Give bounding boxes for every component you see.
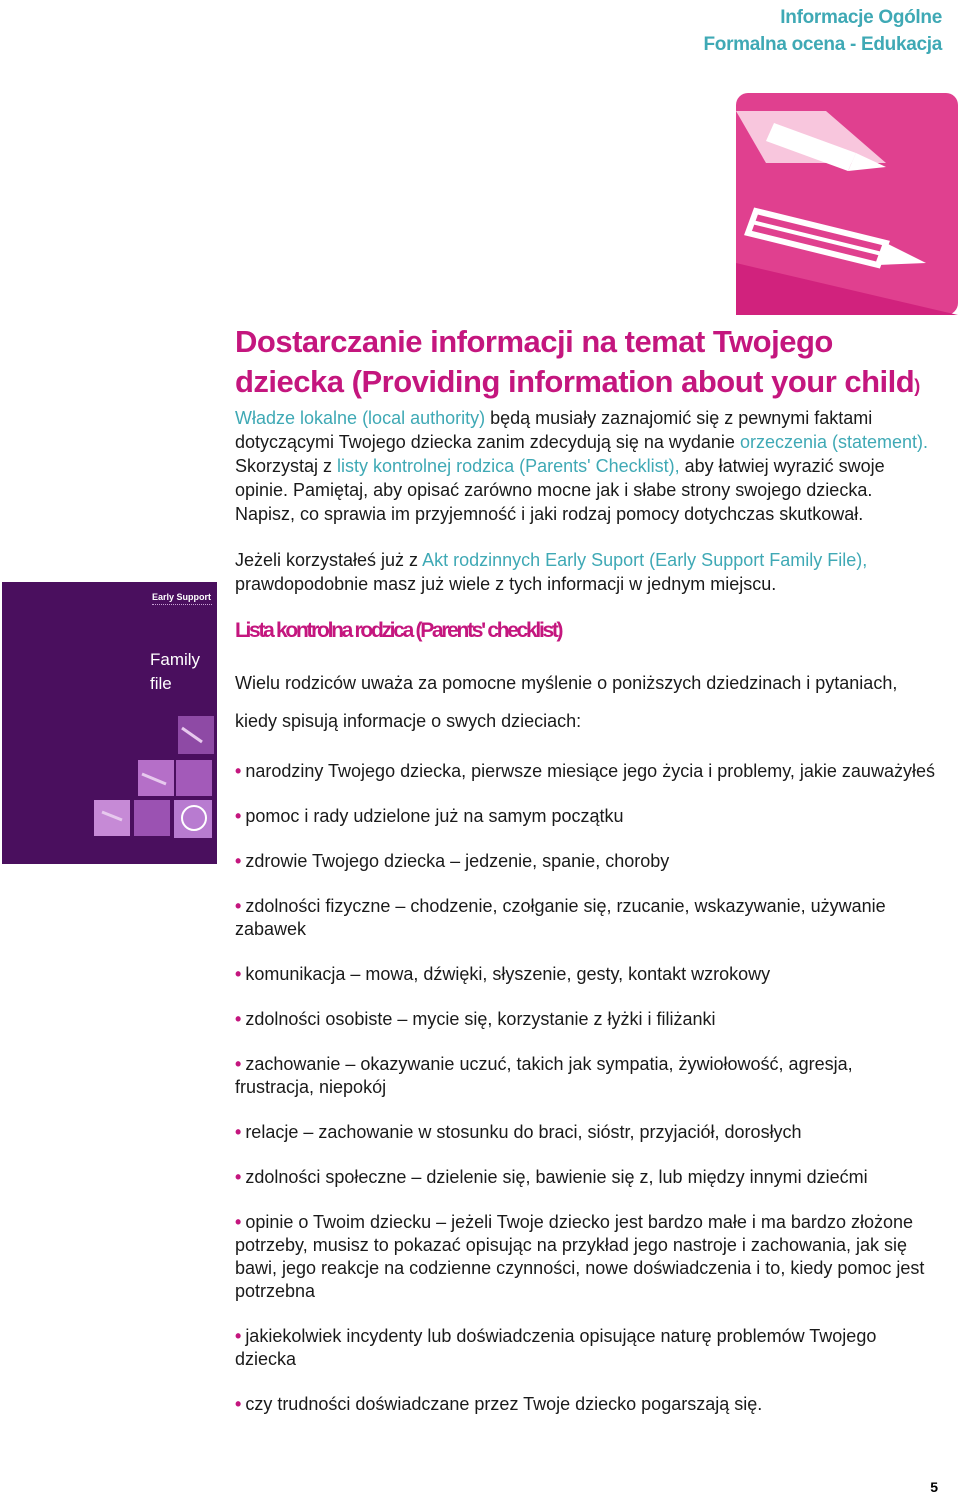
early-support-logo: Early Support [152,592,212,602]
bullet-icon: • [235,1009,242,1029]
checklist-item [235,1325,935,1371]
checklist-item [235,963,935,986]
bullet-icon: • [235,964,242,984]
paragraph2-text-a: Jeżeli korzystałeś już z [235,550,423,570]
intro-paragraph-2 [235,548,935,596]
bullet-icon: • [235,1394,242,1414]
checklist-item [235,1211,935,1303]
checklist-item-text: pomoc i rady udzielone już na samym początku [245,806,624,826]
statement-term: orzeczenia (statement). [739,432,929,452]
checklist-item [235,760,935,783]
bullet-icon: • [235,896,242,916]
page-title [235,322,935,406]
checklist-item-text: zachowanie – okazywanie uczuć, takich jak sympatia, żywiołowość, agresja, frustracja, niepokój [235,1054,853,1097]
bullet-icon: • [235,1122,242,1142]
family-file-term: Akt rodzinnych Early Suport (Early Support Family File), [422,550,868,570]
title-main: Dostarczanie informacji na temat Twojego dziecka (Providing information about your child [235,324,915,399]
checklist-item [235,1008,935,1031]
checklist-item [235,805,935,828]
header-line-2: Formalna ocena - Edukacja [703,34,942,55]
page-number: 5 [930,1479,938,1495]
checklist-item-text: opinie o Twoim dziecku – jeżeli Twoje dziecko jest bardzo małe i ma bardzo złożone potrzeby, musisz to pokazać opisując na przykład jego nastroje i zachowania, jak się bawi, jego reakcje na codzienne czynności, nowe doświadczenia i to, kiedy pomoc jest potrzebna [235,1212,925,1301]
checklist-item [235,1166,935,1189]
bullet-icon: • [235,1212,242,1232]
intro-paragraph-1 [235,406,935,526]
page-header [703,4,942,58]
logo-tagline [152,604,212,608]
checklist-intro: Wielu rodziców uważa za pomocne myślenie o poniższych dziedzinach i pytaniach, kiedy spisują informacje o swych dzieciach: [235,673,898,731]
header-line-1: Informacje Ogólne [780,7,942,28]
checklist-heading: Lista kontrolna rodzica (Parents' checklist) [235,619,562,642]
bullet-icon: • [235,761,242,781]
bullet-icon: • [235,1167,242,1187]
checklist-item-text: zdolności osobiste – mycie się, korzystanie z łyżki i filiżanki [245,1009,716,1029]
checklist [235,760,935,1416]
checklist-item-text: relacje – zachowanie w stosunku do braci, sióstr, przyjaciół, dorosłych [245,1122,802,1142]
checklist-item [235,1121,935,1144]
local-authority-term: Władze lokalne (local authority) [235,408,486,428]
bullet-icon: • [235,851,242,871]
paragraph1-text-c: aby łatwiej wyrazić swoje opinie. Pamiętaj, aby opisać zarówno mocne jak i słabe strony swojego dziecka. Napisz, co sprawia im przyjemność i jaki rodzaj pomocy dotychczas skutkował. [235,456,885,524]
paragraph2-text-b: prawdopodobnie masz już wiele z tych informacji w jednym miejscu. [235,574,777,594]
cover-illustration-icon [2,682,217,864]
checklist-item-text: czy trudności doświadczane przez Twoje dziecko pogarszają się. [245,1394,763,1414]
paragraph1-text-a: będą musiały zaznajomić się z pewnymi faktami dotyczącymi Twojego dziecka zanim zdecydują się na wydanie [235,408,873,452]
checklist-item-text: komunikacja – mowa, dźwięki, słyszenie, gesty, kontakt wzrokowy [245,964,771,984]
checklist-item [235,850,935,873]
main-content [235,322,935,1438]
checklist-item [235,1393,935,1416]
checklist-item [235,895,935,941]
parents-checklist-term: listy kontrolnej rodzica (Parents' Checklist), [337,456,680,476]
bullet-icon: • [235,806,242,826]
pencils-icon [736,93,958,315]
checklist-item-text: zdolności społeczne – dzielenie się, bawienie się z, lub między innymi dziećmi [245,1167,868,1187]
checklist-item-text: narodziny Twojego dziecka, pierwsze miesiące jego życia i problemy, jakie zauważyłeś [245,761,935,781]
checklist-item-text: zdolności fizyczne – chodzenie, czołganie się, rzucanie, wskazywanie, używanie zabawek [235,896,886,939]
title-tail: ) [914,376,920,396]
bullet-icon: • [235,1054,242,1074]
paragraph1-text-b: Skorzystaj z [235,456,338,476]
family-file-cover-image [2,582,217,864]
checklist-item [235,1053,935,1099]
checklist-item-text: jakiekolwiek incydenty lub doświadczenia opisujące naturę problemów Twojego dziecka [235,1326,877,1369]
family-file-title: Family file [150,650,201,693]
bullet-icon: • [235,1326,242,1346]
checklist-item-text: zdrowie Twojego dziecka – jedzenie, spanie, choroby [245,851,670,871]
